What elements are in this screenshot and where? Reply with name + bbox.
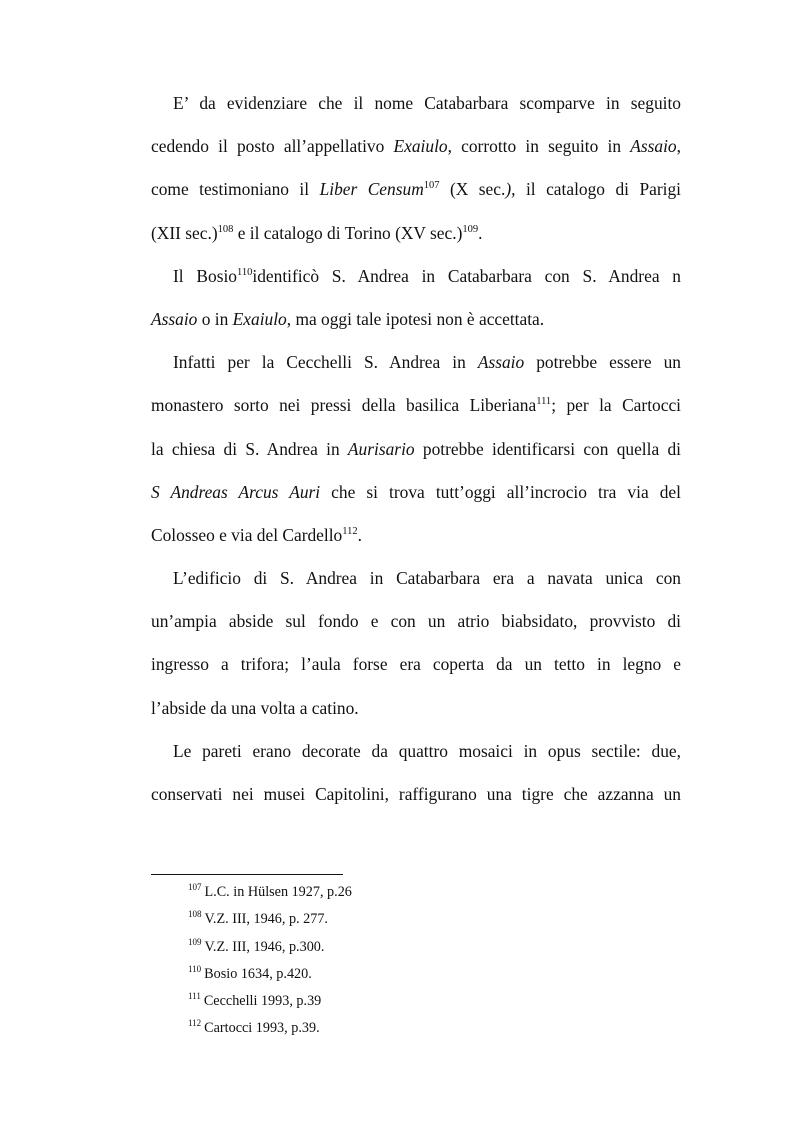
footnote-111 [188,988,668,1015]
footnote-text: L.C. in Hülsen 1927, p.26 [204,884,352,900]
text-run: come testimoniano il [151,179,320,200]
paragraph [151,730,681,816]
text-line [151,341,681,384]
body-text [151,82,681,816]
text-line [151,384,681,427]
text-line [151,643,681,686]
paragraph [151,82,681,255]
text-run: identificò S. Andrea in Catabarbara con S. Andrea n [252,265,682,286]
text-line [151,557,681,600]
text-line [151,168,681,211]
text-line [151,82,681,125]
text-run: , [676,136,681,157]
text-run: . [478,222,483,243]
italic-text: Assaio [630,136,677,157]
text-line [151,514,681,557]
text-run: ingresso a trifora; l’aula forse era coperta da un tetto in legno e [151,654,681,675]
text-run: E’ da evidenziare che il nome Catabarbara scomparve in seguito [173,93,681,113]
text-run: l’abside da una volta a catino. [151,697,359,718]
text-run: o in [197,308,233,329]
footnote-text: Cecchelli 1993, p.39 [203,993,322,1010]
text-line [151,471,681,514]
text-run: (XII sec.) [151,222,218,243]
text-run: e il catalogo di Torino (XV sec.) [233,222,463,243]
footnote-text: Bosio 1634, p.420. [204,965,312,982]
text-line [151,298,681,341]
text-run: Le pareti erano decorate da quattro mosaici in opus sectile: due, [173,740,681,761]
text-run: conservati nei musei Capitolini, raffigurano una tigre che azzanna un [151,784,681,804]
text-run: Il Bosio [173,265,237,286]
text-line [151,773,681,816]
paragraph [151,341,681,557]
text-line [151,212,681,255]
text-run: , ma oggi tale ipotesi non è accettata. [286,308,545,329]
text-run: monastero sorto nei pressi della basilica Liberiana [151,395,537,416]
footnotes [188,879,668,1043]
footnote-separator [151,874,343,875]
footnote-ref: 108 [217,223,234,235]
footnote-number: 110 [188,963,202,974]
text-line [151,255,681,298]
paragraph [151,557,681,730]
footnote-number: 109 [188,936,202,947]
footnote-107 [188,879,668,906]
text-run: . [357,524,362,545]
text-run: ; per la Cartocci [551,395,681,416]
italic-text: Aurisario [347,438,415,459]
footnote-ref: 112 [342,525,358,537]
text-run: potrebbe identificarsi con quella di [414,438,681,459]
footnote-ref: 110 [237,266,253,278]
footnote-112 [188,1015,668,1042]
footnote-109 [188,934,668,961]
italic-text: Exaiulo [393,136,448,157]
paragraph [151,255,681,341]
footnote-number: 108 [188,909,202,920]
footnote-ref: 107 [423,180,440,192]
footnote-number: 112 [188,1018,202,1029]
text-run: che si trova tutt’oggi all’incrocio tra via del [320,481,681,502]
text-run: cedendo il posto all’appellativo [151,136,394,157]
italic-text: Assaio [477,352,525,373]
italic-text: Exaiulo [232,308,287,329]
text-line [151,428,681,471]
footnote-number: 111 [188,991,201,1002]
italic-text: S Andreas Arcus Auri [151,481,321,502]
footnote-text: V.Z. III, 1946, p. 277. [204,911,328,928]
footnote-text: Cartocci 1993, p.39. [204,1020,320,1037]
footnote-108 [188,906,668,933]
text-run: , corrotto in seguito in [447,136,631,157]
italic-text: ), [505,179,516,200]
text-run: (X sec. [439,179,506,200]
text-line [151,125,681,168]
text-run: il catalogo di Parigi [515,179,681,200]
text-run: Colosseo e via del Cardello [151,524,343,545]
footnote-110 [188,961,668,988]
italic-text: Assaio [151,308,198,329]
text-run: Infatti per la Cecchelli S. Andrea in [173,352,478,373]
italic-text: Liber Censum [319,179,424,200]
footnote-number: 107 [188,882,202,892]
text-line [151,687,681,730]
text-run: un’ampia abside sul fondo e con un atrio biabsidato, provvisto di [151,611,681,632]
footnote-ref: 111 [536,396,552,408]
text-run: potrebbe essere un [524,352,681,373]
text-line [151,600,681,643]
footnote-text: V.Z. III, 1946, p.300. [204,938,325,955]
text-run: L’edificio di S. Andrea in Catabarbara era a navata unica con [173,568,681,589]
text-run: la chiesa di S. Andrea in [151,438,348,459]
footnote-ref: 109 [462,223,479,235]
text-line [151,730,681,773]
